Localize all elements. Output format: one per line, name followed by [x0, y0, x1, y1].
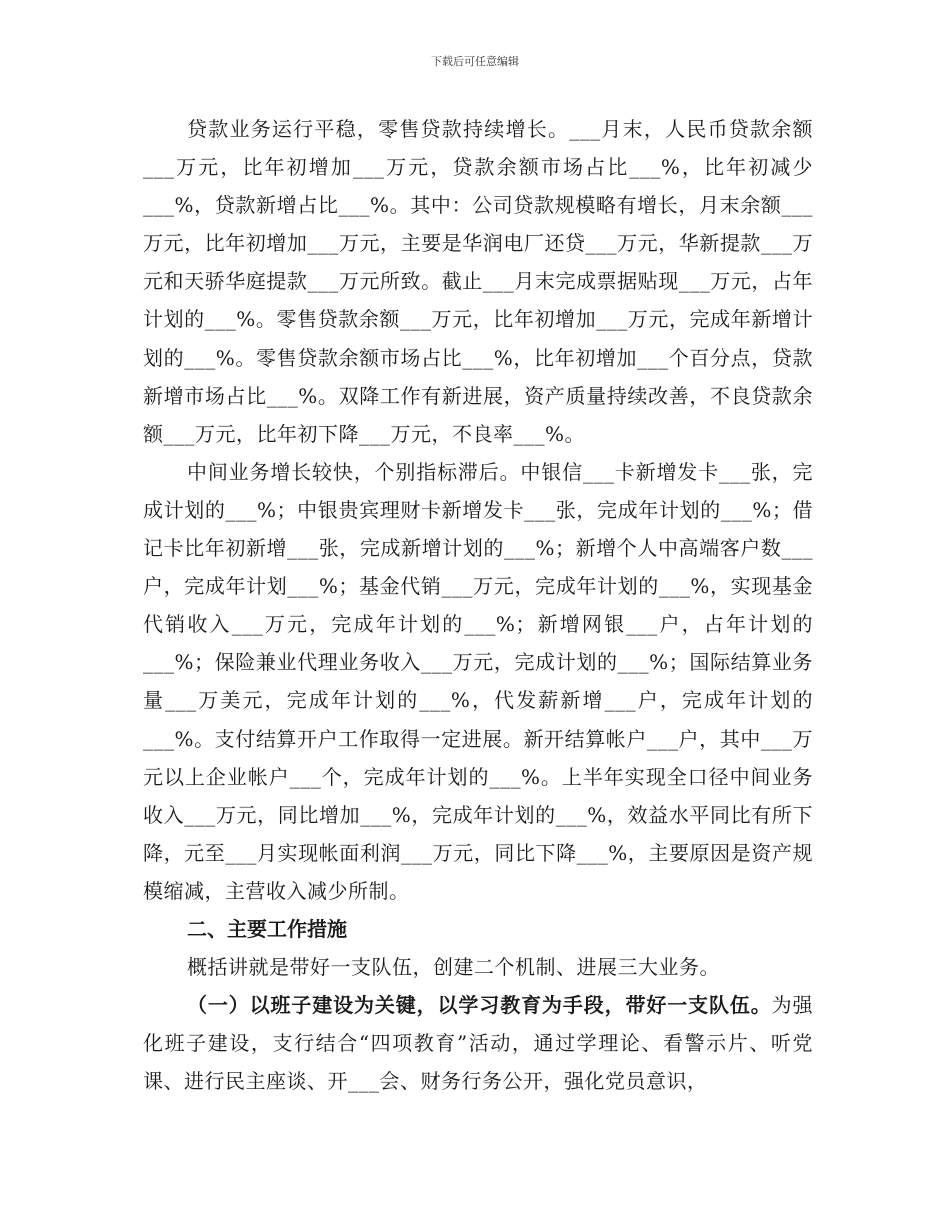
paragraph-summary: 概括讲就是带好一支队伍，创建二个机制、进展三大业务。	[187, 955, 720, 980]
subsection-heading: （一）以班子建设为关键，以学习教育为手段，带好一支队伍。	[187, 993, 772, 1018]
paragraph-intermediary-business: 中间业务增长较快，个别指标滞后。中银信___卡新增发卡___张，完成计划的___%；中银贵宾理财卡新增发卡___张，完成年计划的___%；借记卡比年初新增___张，完成新增计划的___%；新增个人中高端客户数___户，完成年计划___%；基金代销___万元，完成年计划的___%，实现基金代销收入___万元，完成年计划的___%；新增网银___户，占年计划的___%；保险兼业代理业务收入___万元，完成计划的___%；国际结算业务量___万美元，完成年计划的___%，代发薪新增___户，完成年计划的___%。支付结算开户工作取得一定进展。新开结算帐户___户，其中___万元以上企业帐户___个，完成年计划的___%。上半年实现全口径中间业务收入___万元，同比增加___%，完成年计划的___%，效益水平同比有所下降，元至___月实现帐面利润___万元，同比下降___%，主要原因是资产规模缩减，主营收入减少所制。	[143, 459, 813, 903]
paragraph-team-building-text: 为强化班子建设，支行结合“四项教育”活动，通过学理论、看警示片、听党课、进行民主座谈、开___会、财务行务公开，强化党员意识，	[143, 993, 814, 1094]
document-body	[143, 110, 813, 1100]
paragraph-team-building	[143, 986, 813, 1100]
section-heading: 二、主要工作措施	[187, 916, 347, 941]
page-header: 下载后可任意编辑	[431, 55, 519, 68]
paragraph-loans: 贷款业务运行平稳，零售贷款持续增长。___月末，人民币贷款余额___万元，比年初增加___万元，贷款余额市场占比___%，比年初减少___%，贷款新增占比___%。其中：公司贷款规模略有增长，月末余额___万元，比年初增加___万元，主要是华润电厂还贷___万元，华新提款___万元和天骄华庭提款___万元所致。截止___月末完成票据贴现___万元，占年计划的___%。零售贷款余额___万元，比年初增加___万元，完成年新增计划的___%。零售贷款余额市场占比___%，比年初增加___个百分点，贷款新增市场占比___%。双降工作有新进展，资产质量持续改善，不良贷款余额___万元，比年初下降___万元，不良率___%。	[143, 117, 813, 446]
